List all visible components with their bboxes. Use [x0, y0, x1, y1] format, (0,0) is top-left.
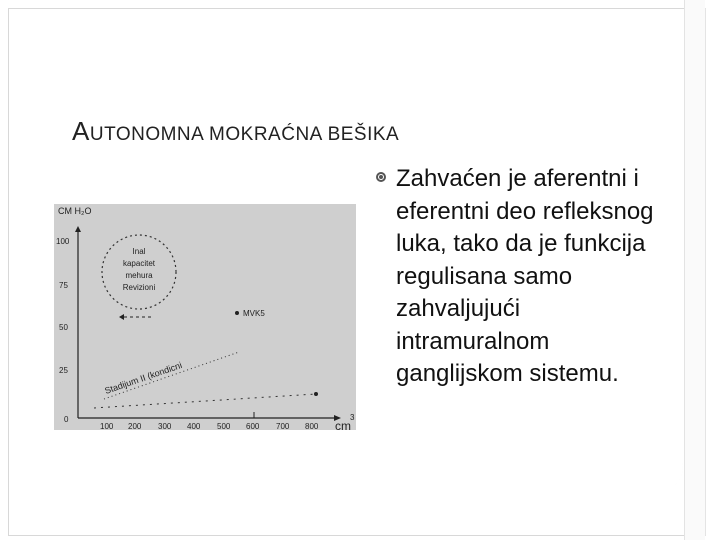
bladder-pressure-figure [54, 204, 356, 430]
y-unit-label: CM H₂O [58, 206, 92, 216]
stage-label: Stadijum II (kondicni [103, 360, 184, 396]
slide-title [72, 116, 399, 147]
ring-bullet-icon [376, 172, 386, 182]
x-tick-label: 600 [246, 422, 260, 430]
figure-svg [54, 204, 356, 430]
title-rest: UTONOMNA MOKRAĆNA BEŠIKA [89, 124, 400, 145]
stage-trend-line [104, 352, 239, 399]
x-tick-label: 800 [305, 422, 319, 430]
y-tick-label: 25 [59, 366, 68, 375]
circle-label-line: Revizioni [122, 283, 156, 292]
x-unit-exponent: 3 [350, 413, 355, 422]
x-tick-label: 500 [217, 422, 231, 430]
bullet-text: Zahvaćen je aferentni i eferentni deo refleksnog luka, tako da je funkcija regulisana samo zahvaljujući intramuralnom ganglijskom sistemu. [396, 165, 654, 387]
circle-label-line: Inal [132, 247, 146, 256]
y-tick-label: 50 [59, 323, 68, 332]
y-axis-arrow [75, 226, 81, 232]
baseline-dotted-line [94, 394, 316, 408]
x-tick-label: 400 [187, 422, 201, 430]
title-first-letter: A [72, 116, 90, 146]
x-tick-label: 200 [128, 422, 142, 430]
slide-edge-strip [684, 0, 705, 540]
x-tick-label: 700 [276, 422, 290, 430]
crescent-decoration-icon [642, 450, 686, 494]
circle-label-line: mehura [125, 271, 153, 280]
baseline-end-point [314, 392, 318, 396]
circle-pointer-arrow [119, 314, 124, 320]
circle-label-line: kapacitet [122, 259, 156, 268]
y-tick-label: 100 [56, 237, 70, 246]
y-tick-label: 0 [64, 415, 69, 424]
x-unit-label: cm [335, 419, 351, 430]
x-tick-label: 100 [100, 422, 114, 430]
y-tick-label: 75 [59, 281, 68, 290]
mvk-point [235, 311, 239, 315]
x-tick-label: 300 [158, 422, 172, 430]
mvk-label: MVK5 [243, 309, 265, 318]
